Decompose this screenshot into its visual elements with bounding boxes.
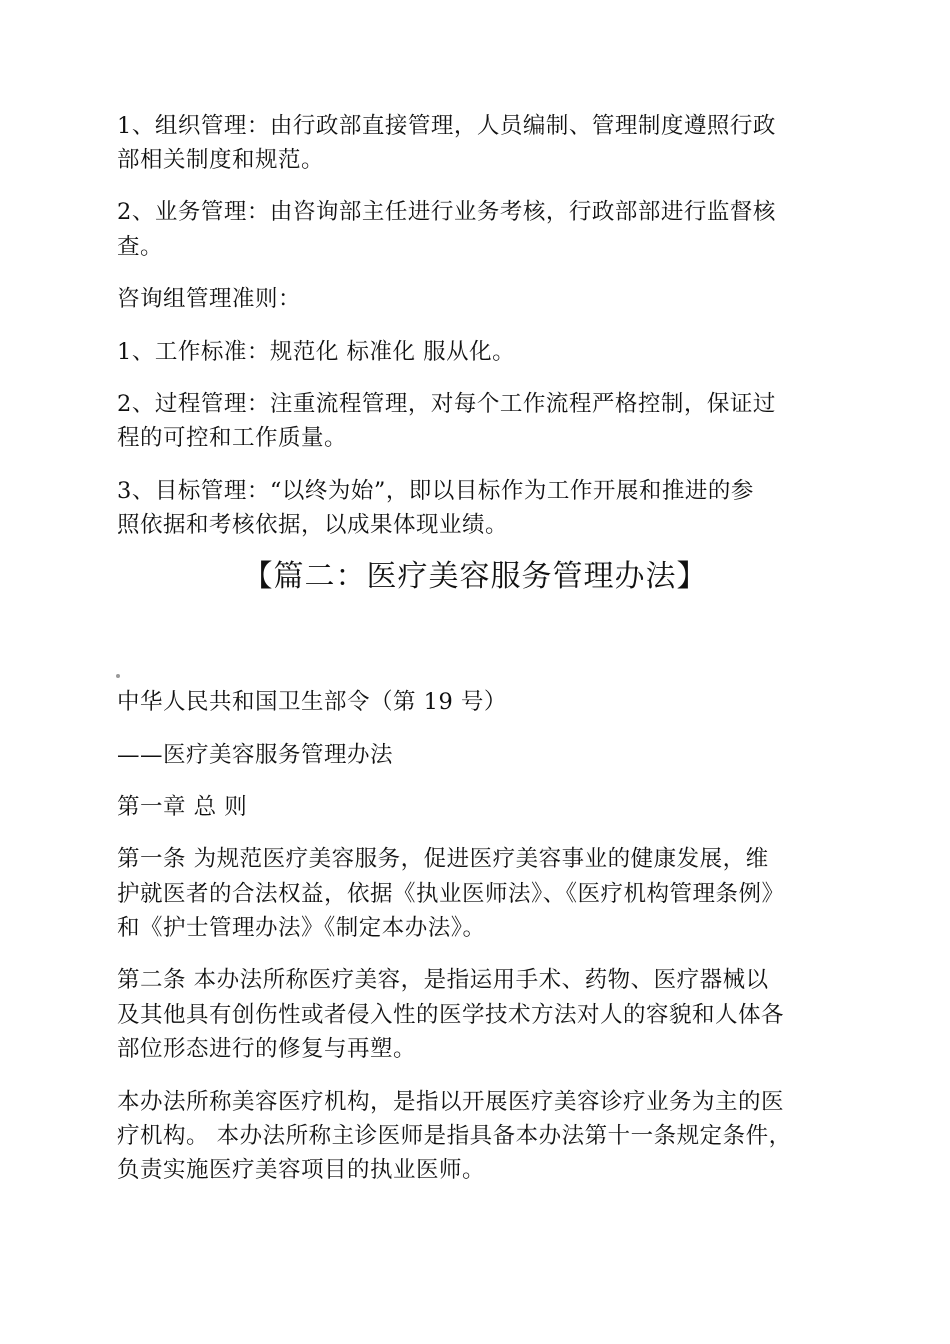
section-heading: 【篇二：医疗美容服务管理办法】 xyxy=(242,559,708,594)
text-line: 3、目标管理：“以终为始”，即以目标作为工作开展和推进的参 xyxy=(117,478,754,504)
text-line: 照依据和考核依据，以成果体现业绩。 xyxy=(117,512,509,538)
text-line: 护就医者的合法权益，依据《执业医师法》、《医疗机构管理条例》 xyxy=(117,881,785,907)
text-line: 咨询组管理准则： xyxy=(117,286,302,312)
text-line: 及其他具有创伤性或者侵入性的医学技术方法对人的容貌和人体各 xyxy=(117,1002,785,1028)
text-line: 部相关制度和规范。 xyxy=(117,147,325,173)
text-line: 1、组织管理：由行政部直接管理，人员编制、管理制度遵照行政 xyxy=(117,113,776,139)
text-line: 查。 xyxy=(117,234,164,260)
text-line: 2、过程管理：注重流程管理，对每个工作流程严格控制，保证过 xyxy=(117,391,776,417)
text-line: 1、工作标准：规范化 标准化 服从化。 xyxy=(117,339,516,365)
text-line: 和《护士管理办法》《制定本办法》。 xyxy=(117,915,486,941)
text-line: 负责实施医疗美容项目的执业医师。 xyxy=(117,1157,486,1183)
text-line: 部位形态进行的修复与再塑。 xyxy=(117,1036,417,1062)
text-line: 本办法所称美容医疗机构，是指以开展医疗美容诊疗业务为主的医 xyxy=(117,1089,785,1115)
text-line: 程的可控和工作质量。 xyxy=(117,425,348,451)
text-line: ——医疗美容服务管理办法 xyxy=(117,742,394,768)
text-line: 第一条 为规范医疗美容服务，促进医疗美容事业的健康发展，维 xyxy=(117,846,769,872)
text-line: 疗机构。 本办法所称主诊医师是指具备本办法第十一条规定条件， xyxy=(117,1123,792,1149)
bullet-dot xyxy=(116,674,120,678)
text-line: 2、业务管理：由咨询部主任进行业务考核，行政部部进行监督核 xyxy=(117,199,776,225)
text-line: 第一章 总 则 xyxy=(117,794,248,820)
text-line: 中华人民共和国卫生部令（第 19 号） xyxy=(117,689,507,715)
text-line: 第二条 本办法所称医疗美容，是指运用手术、药物、医疗器械以 xyxy=(117,967,769,993)
